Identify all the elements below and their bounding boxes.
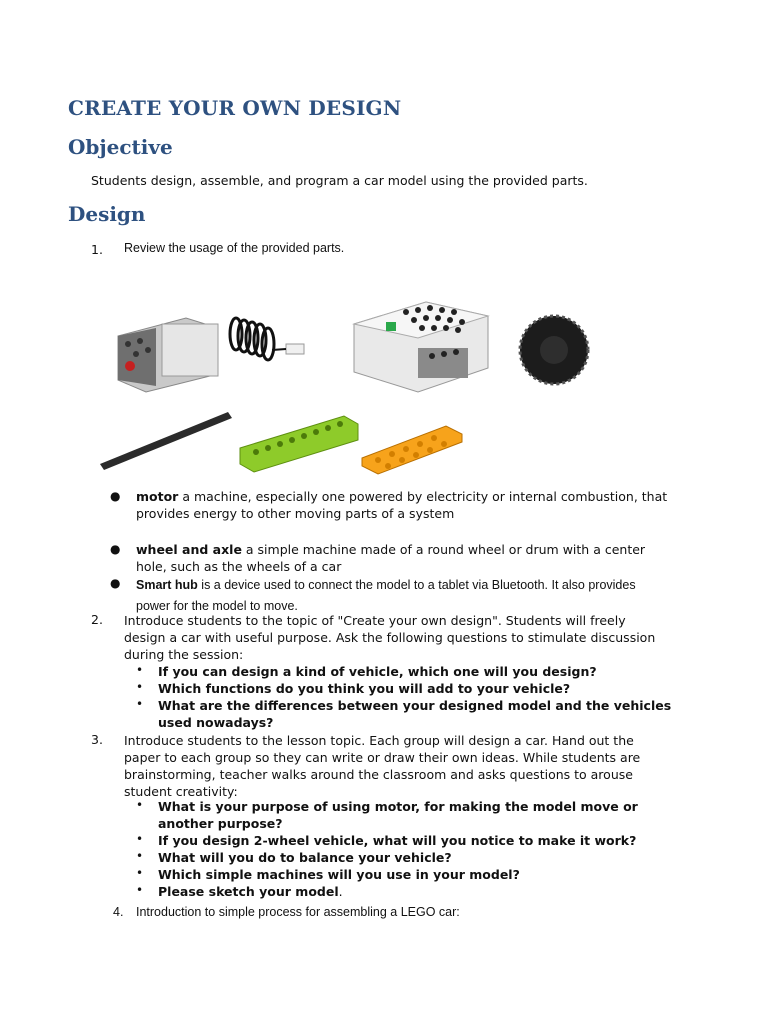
question-item: • Please sketch your model. [136, 883, 343, 899]
bullet-icon: ● [110, 489, 121, 503]
bullet-icon: • [136, 697, 144, 711]
question-item: • What is your purpose of using motor, for making the model move or another purpose? [136, 798, 638, 831]
objective-text: Students design, assemble, and program a car model using the provided parts. [91, 173, 588, 188]
step2-number: 2. [91, 612, 103, 627]
question-item: • Which simple machines will you use in your model? [136, 866, 520, 882]
tire-image [520, 316, 588, 384]
motor-image [118, 318, 304, 392]
step4-number: 4. [113, 905, 124, 919]
term-smart-hub: Smart hub [136, 578, 198, 592]
parts-illustration [96, 288, 606, 488]
question-item: • If you design 2-wheel vehicle, what will you notice to make it work? [136, 832, 637, 848]
bullet-icon: ● [110, 542, 121, 556]
definition-motor [110, 488, 680, 522]
bullet-icon: • [136, 866, 144, 880]
step2-text: Introduce students to the topic of "Create your own design". Students will freely design a car with useful purpose. Ask the following questions to stimulate discussion during the session: [124, 613, 656, 662]
green-beam-image [240, 416, 358, 472]
term-wheel-and-axle: wheel and axle [136, 542, 242, 557]
bullet-icon: • [136, 663, 144, 677]
objective-heading: Objective [68, 135, 173, 159]
definition-text: is a device used to connect the model to a tablet via Bluetooth. It also provides power for the model to move. [136, 578, 636, 613]
question-item: • What are the differences between your designed model and the vehicles used nowadays? [136, 697, 672, 730]
question-item: • What will you do to balance your vehicle? [136, 849, 452, 865]
orange-plate-image [362, 426, 462, 474]
step3-questions [136, 798, 681, 900]
step3-text: Introduce students to the lesson topic. Each group will design a car. Hand out the paper to each group so they can write or draw their own ideas. While students are brainstorming, teacher walks around the classroom and asks questions to arouse student creativity: [124, 733, 641, 799]
question-item: • If you can design a kind of vehicle, which one will you design? [136, 663, 597, 679]
bullet-icon: • [136, 849, 144, 863]
definition-text: a simple machine made of a round wheel or drum with a center hole, such as the wheels of a car [136, 542, 646, 574]
definition-smart-hub [110, 575, 670, 617]
bullet-icon: • [136, 680, 144, 694]
bullet-icon: • [136, 883, 144, 897]
step2-questions [136, 663, 681, 731]
bullet-icon: • [136, 798, 144, 812]
term-motor: motor [136, 489, 179, 504]
smart-hub-image [354, 302, 488, 392]
step1-number: 1. [91, 242, 103, 257]
definition-text: a machine, especially one powered by electricity or internal combustion, that provides energy to other moving parts of a system [136, 489, 668, 521]
definition-wheel-and-axle [110, 541, 670, 575]
design-heading: Design [68, 202, 146, 226]
step1-text: Review the usage of the provided parts. [124, 241, 345, 255]
bullet-icon: • [136, 832, 144, 846]
axle-image [100, 412, 232, 470]
bullet-icon: ● [110, 576, 121, 590]
step4-text: Introduction to simple process for assembling a LEGO car: [136, 905, 460, 919]
step3-number: 3. [91, 732, 103, 747]
page-title: CREATE YOUR OWN DESIGN [68, 96, 402, 120]
question-item: • Which functions do you think you will add to your vehicle? [136, 680, 571, 696]
